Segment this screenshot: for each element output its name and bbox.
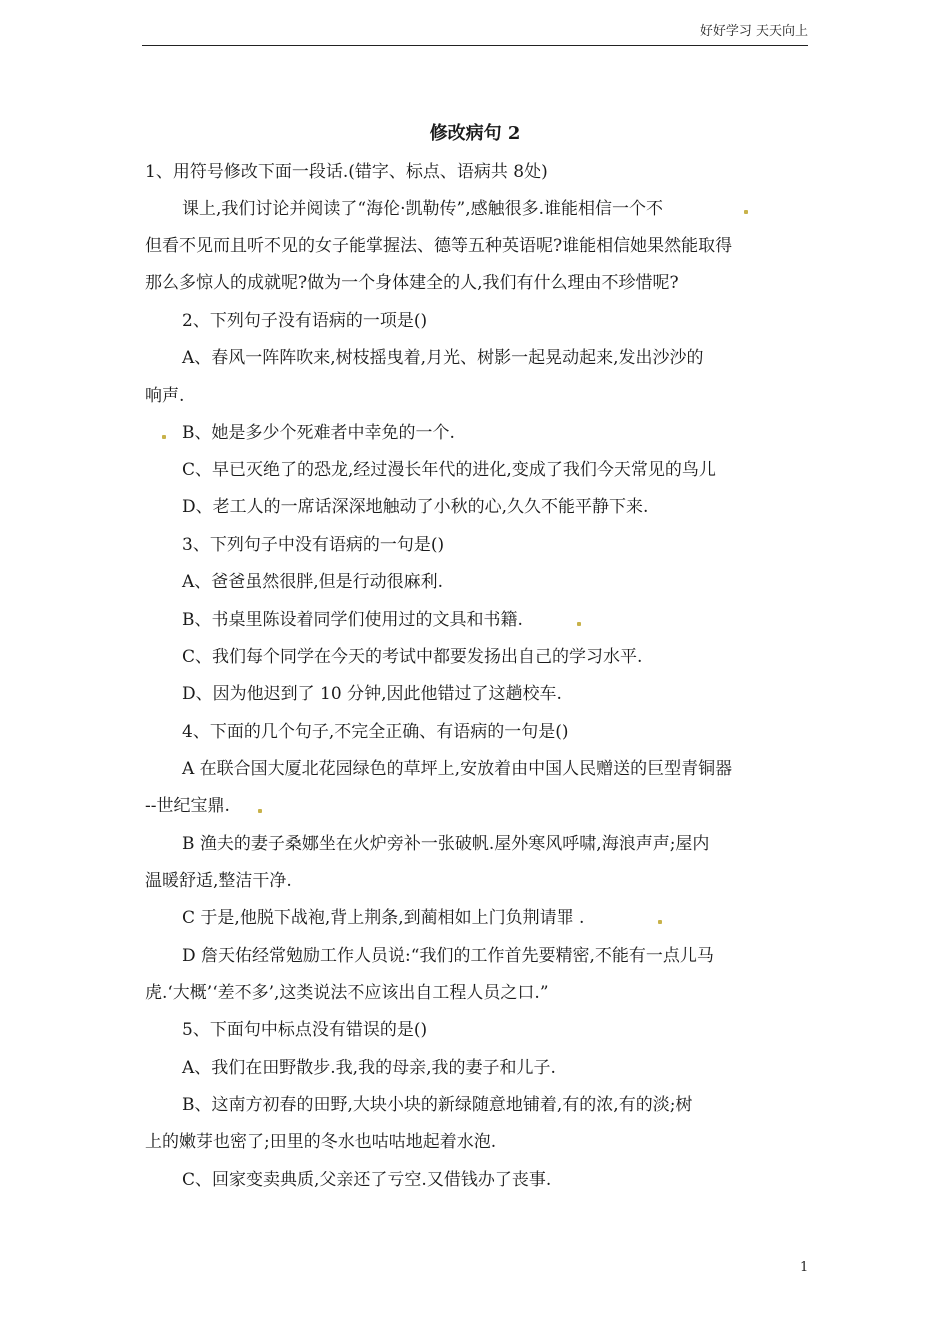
page-title: 修改病句 2 [429, 123, 521, 144]
scan-mark [658, 920, 662, 924]
text-line: B、她是多少个死难者中幸免的一个. [182, 423, 455, 443]
text-line: 上的嫩芽也密了;田里的冬水也咕咕地起着水泡. [145, 1132, 497, 1152]
page-number: 1 [800, 1260, 809, 1275]
text-line: 温暖舒适,整洁干净. [145, 871, 292, 891]
text-line: --世纪宝鼎. [145, 796, 230, 816]
text-line: 2、下列句子没有语病的一项是() [182, 311, 428, 331]
text-line: 但看不见而且听不见的女子能掌握法、德等五种英语呢?谁能相信她果然能取得 [145, 236, 733, 256]
scan-mark [577, 622, 581, 626]
text-line: 课上,我们讨论并阅读了“海伦·凯勒传”,感触很多.谁能相信一个不 [182, 199, 663, 219]
header-text: 好好学习 天天向上 [699, 24, 808, 39]
text-line: A、爸爸虽然很胖,但是行动很麻利. [182, 572, 444, 592]
text-line: 1、用符号修改下面一段话.(错字、标点、语病共 8处) [145, 162, 548, 182]
text-line: B 渔夫的妻子桑娜坐在火炉旁补一张破帆.屋外寒风呼啸,海浪声声;屋内 [182, 834, 710, 854]
text-line: A、春风一阵阵吹来,树枝摇曳着,月光、树影一起晃动起来,发出沙沙的 [182, 348, 704, 368]
text-line: B、书桌里陈设着同学们使用过的文具和书籍. [182, 610, 523, 630]
scan-mark [162, 435, 166, 439]
text-line: 响声. [145, 386, 185, 406]
text-line: A、我们在田野散步.我,我的母亲,我的妻子和儿子. [182, 1058, 556, 1078]
text-line: C、早已灭绝了的恐龙,经过漫长年代的进化,变成了我们今天常见的鸟儿 [182, 460, 716, 480]
text-line: D、老工人的一席话深深地触动了小秋的心,久久不能平静下来. [182, 497, 649, 517]
text-line: 5、下面句中标点没有错误的是() [182, 1020, 428, 1040]
scan-mark [258, 809, 262, 813]
text-line: 3、下列句子中没有语病的一句是() [182, 535, 445, 555]
text-line: 4、下面的几个句子,不完全正确、有语病的一句是() [182, 722, 569, 742]
header-rule [142, 45, 808, 46]
text-line: D 詹天佑经常勉励工作人员说:“我们的工作首先要精密,不能有一点儿马 [182, 946, 714, 966]
text-line: C、我们每个同学在今天的考试中都要发扬出自己的学习水平. [182, 647, 643, 667]
text-line: C、回家变卖典质,父亲还了亏空.又借钱办了丧事. [182, 1170, 552, 1190]
text-line: 那么多惊人的成就呢?做为一个身体建全的人,我们有什么理由不珍惜呢? [145, 273, 679, 293]
text-line: A 在联合国大厦北花园绿色的草坪上,安放着由中国人民赠送的巨型青铜器 [182, 759, 733, 779]
text-line: D、因为他迟到了 10 分钟,因此他错过了这趟校车. [182, 684, 562, 704]
scan-mark [744, 210, 748, 214]
text-line: 虎.‘大概’‘差不多’,这类说法不应该出自工程人员之口.” [145, 983, 549, 1003]
text-line: C 于是,他脱下战袍,背上荆条,到蔺相如上门负荆请罪 . [182, 908, 585, 928]
text-line: B、这南方初春的田野,大块小块的新绿随意地铺着,有的浓,有的淡;树 [182, 1095, 693, 1115]
